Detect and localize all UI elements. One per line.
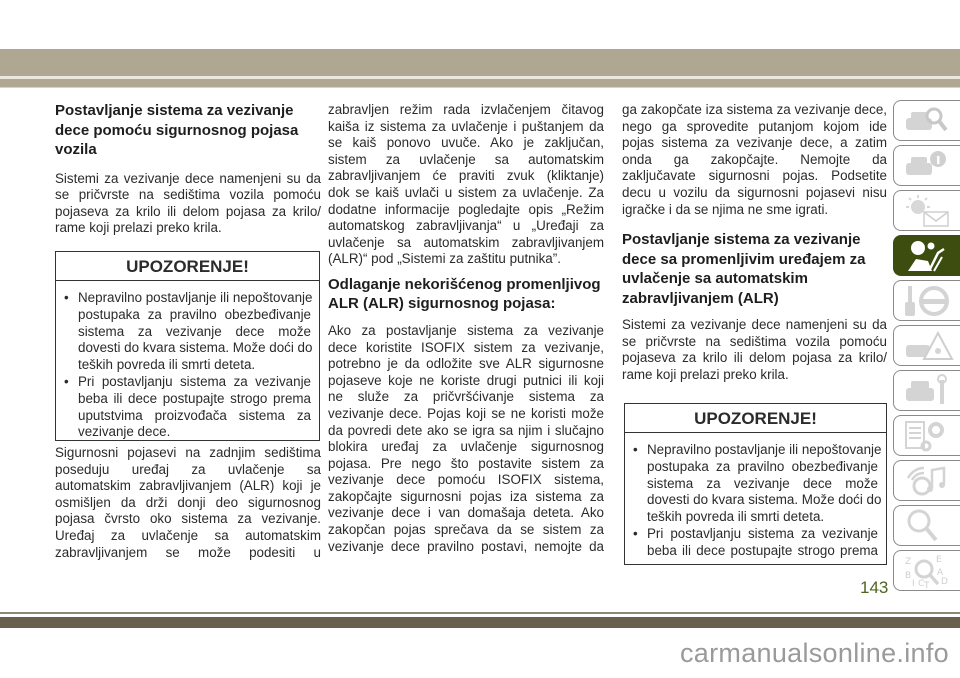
text-line: rame koji prelazi preko krila. bbox=[55, 220, 222, 236]
text-line: zaključavate sigurnosni pojas. Podsetite bbox=[622, 168, 887, 184]
warning-light-message-icon bbox=[904, 194, 954, 228]
search-icon bbox=[904, 509, 954, 543]
text-line: se pričvrste na sedištima vozila pomoću bbox=[55, 187, 321, 203]
warning-item bbox=[633, 526, 878, 560]
text-line: Sistemi za vezivanje dece namenjeni su da bbox=[622, 317, 887, 333]
text-line: Postavljanje sistema za vezivanje bbox=[622, 231, 861, 249]
tab-maintenance[interactable] bbox=[893, 370, 960, 411]
svg-text:E: E bbox=[936, 555, 942, 565]
text-line: vozila bbox=[55, 141, 97, 158]
paragraph bbox=[55, 445, 321, 561]
text-line: nego ga sprovedite putanjom kojom ide bbox=[622, 118, 887, 134]
text-line: ne služe za pričvršćivanje sistema za bbox=[328, 389, 604, 405]
text-line: zakopčajte sigurnosni pojas iza sistema za bbox=[328, 488, 604, 504]
text-line: igračke i da se njima ne sme igrati. bbox=[622, 201, 829, 217]
text-line: sistema za vezivanje dece može bbox=[78, 323, 311, 339]
text-line: da povredi dete ako se igra sa njim i slučajno bbox=[328, 422, 604, 438]
text-line: zabravljivanjem se može podesiti u bbox=[55, 544, 321, 560]
text-line: pojas sistema za vezivanje dece, a zatim bbox=[622, 135, 887, 151]
bullet-icon: • bbox=[633, 525, 638, 541]
text-line: Nepravilno postavljanje ili nepoštovanje bbox=[647, 442, 882, 457]
text-line: blokira uređaj za uvlačenje sigurnosnog bbox=[328, 439, 604, 455]
tab-specifications[interactable] bbox=[893, 415, 960, 456]
svg-text:C: C bbox=[918, 579, 925, 588]
car-hazard-icon bbox=[904, 329, 954, 363]
index-icon bbox=[904, 554, 954, 588]
svg-text:D: D bbox=[941, 577, 948, 587]
warning-box bbox=[624, 403, 887, 565]
text-line: zabravljen režim rada izvlačenjem čitavog bbox=[328, 102, 604, 117]
text-line: teških povreda ili smrti deteta. bbox=[647, 509, 825, 525]
tab-emergency[interactable] bbox=[893, 325, 960, 366]
warning-list bbox=[56, 281, 319, 447]
footer-band bbox=[0, 617, 960, 628]
text-line: Pri postavljanju sistema za vezivanje bbox=[78, 373, 311, 389]
text-line: potrebno je da odložite sve ALR sigurnosne bbox=[328, 356, 604, 372]
text-line: dece koristite ISOFIX sistem za vezivanje, bbox=[328, 339, 604, 355]
text-line: zabravljivanjem (ALR) bbox=[622, 289, 779, 307]
text-line: onda ga zakopčajte. Nemojte da bbox=[622, 151, 887, 167]
text-line: postupaka za pravilno obezbeđivanje bbox=[78, 306, 311, 322]
text-line: postupaka za pravilno obezbeđivanje bbox=[647, 458, 878, 474]
text-line: Ako za postavljanje sistema za vezivanje bbox=[328, 322, 604, 338]
svg-text:B: B bbox=[905, 571, 912, 581]
text-line: sistema za vezivanje dece može bbox=[647, 475, 878, 491]
text-line: pojaseva za krilo ili delom pojasa za krilo/ bbox=[622, 350, 887, 366]
paragraph bbox=[55, 171, 321, 237]
section-heading bbox=[328, 275, 604, 314]
svg-text:T: T bbox=[924, 581, 930, 588]
column-1 bbox=[55, 101, 321, 237]
warning-title: UPOZORENJE! bbox=[56, 254, 319, 281]
text-line: dovesti do kvara sistema. Može doći do bbox=[78, 340, 313, 356]
warning-item bbox=[633, 442, 882, 526]
paragraph bbox=[328, 323, 604, 555]
text-line: osmišljen da drži donji deo sigurnosnog bbox=[55, 494, 321, 510]
column-1-lower bbox=[55, 445, 321, 561]
text-line: teških povreda ili smrti deteta. bbox=[78, 357, 256, 373]
text-line: Postavljanje sistema za vezivanje bbox=[55, 102, 294, 119]
page-number: 143 bbox=[860, 578, 889, 597]
warning-item bbox=[64, 374, 311, 441]
car-info-icon bbox=[904, 149, 954, 183]
text-line: vezivanje dece. Pojas koji se ne koristi može bbox=[328, 405, 604, 421]
text-line: beba ili dece postupajte strogo prema bbox=[78, 390, 311, 406]
text-line: rame koji prelazi preko krila. bbox=[622, 366, 789, 382]
text-line: vezivanje dece pomoću ISOFIX sistema, bbox=[328, 472, 604, 488]
text-line: dodatne informacije pogledajte opis „Režim bbox=[328, 201, 604, 217]
text-line: zakopčan pojas sprečava da se sistem za bbox=[328, 522, 604, 538]
tab-search[interactable] bbox=[893, 505, 960, 546]
text-line: Uređaj za uvlačenje sa automatskim bbox=[55, 527, 321, 543]
warning-box bbox=[55, 251, 320, 441]
bullet-icon: • bbox=[64, 290, 69, 305]
section-heading bbox=[622, 230, 887, 308]
header-band bbox=[0, 49, 960, 76]
header-band-lower bbox=[0, 79, 960, 87]
tab-warning-lights[interactable] bbox=[893, 190, 960, 231]
tab-starting-operating[interactable] bbox=[893, 280, 960, 321]
text-line: pojaseva za krilo ili delom pojasa za krilo/ bbox=[55, 203, 321, 219]
specs-gear-icon bbox=[904, 419, 954, 453]
tab-safety[interactable] bbox=[893, 235, 960, 276]
header-band-line bbox=[0, 87, 960, 88]
column-3 bbox=[622, 102, 887, 384]
text-line: Nepravilno postavljanje ili nepoštovanje bbox=[78, 290, 313, 305]
svg-text:I: I bbox=[912, 579, 915, 588]
text-line: dok se kaiš uvlači u sistem za uvlačenje. Za bbox=[328, 184, 604, 200]
text-line: sistem za uvlačenje sa automatskim bbox=[328, 151, 604, 167]
text-line: uputstvima proizvođača sistema za bbox=[78, 407, 311, 423]
tab-index[interactable] bbox=[893, 550, 960, 591]
car-wrench-icon bbox=[904, 374, 954, 408]
text-line: (ALR)“ pod „Sistemi za zaštitu putnika”. bbox=[328, 251, 561, 267]
text-line: automatskog zabravljivanja“ u „Uređaji za bbox=[328, 218, 604, 234]
text-line: ALR (ALR) sigurnosnog pojasa: bbox=[328, 295, 556, 313]
text-line: Sistemi za vezivanje dece namenjeni su da bbox=[55, 170, 321, 186]
tab-multimedia[interactable] bbox=[893, 460, 960, 501]
bullet-icon: • bbox=[633, 442, 638, 457]
text-line: kaiša iz sistema za uvlačenje i puštanjem da bbox=[328, 118, 604, 134]
text-line: vezivanje dece i van domašaja deteta. Ako bbox=[328, 505, 604, 521]
column-2 bbox=[328, 102, 604, 555]
tab-car-info[interactable] bbox=[893, 145, 960, 186]
warning-list bbox=[625, 433, 886, 566]
bullet-icon: • bbox=[64, 373, 69, 389]
section-heading bbox=[55, 101, 321, 160]
text-line: vezivanje dece. bbox=[78, 424, 171, 440]
car-search-icon bbox=[904, 104, 954, 138]
text-line: pojasa čvrsto oko sistema za vezivanje. bbox=[55, 511, 321, 527]
text-line: Odlaganje nekorišćenog promenljivog bbox=[328, 275, 601, 293]
text-line: uvlačenje sa automatskim zabravljivanjem bbox=[328, 234, 604, 250]
warning-title: UPOZORENJE! bbox=[625, 406, 886, 433]
text-line: dovesti do kvara sistema. Može doći do bbox=[647, 492, 882, 508]
multimedia-icon bbox=[904, 464, 954, 498]
svg-text:A: A bbox=[937, 568, 944, 578]
watermark: carmanualsonline.info bbox=[680, 638, 949, 668]
paragraph bbox=[622, 317, 887, 383]
text-line: beba ili dece postupajte strogo prema bbox=[647, 542, 878, 558]
text-line: Sigurnosni pojasevi na zadnjim sedištima bbox=[55, 445, 321, 460]
text-line: zabravljivanjem će praviti zvuk (kliktanje) bbox=[328, 168, 604, 184]
key-steering-wheel-icon bbox=[904, 284, 954, 318]
svg-text:Z: Z bbox=[905, 557, 912, 567]
text-line: Pri postavljanju sistema za vezivanje bbox=[647, 525, 878, 541]
tab-car-search[interactable] bbox=[893, 100, 960, 141]
text-line: vezivanje dece pravilno postavi, nemojte da bbox=[328, 538, 604, 554]
warning-item bbox=[64, 290, 311, 374]
text-line: pojaseve koje ne koriste drugi putnici ili koji bbox=[328, 372, 604, 388]
text-line: se kaiš ponovo uvuče. Ako je zaključan, bbox=[328, 135, 604, 151]
text-line: decu u vozilu da sigurnosni pojasevi nisu bbox=[622, 184, 887, 200]
airbag-seatbelt-icon bbox=[904, 239, 954, 273]
text-line: dece pomoću sigurnosnog pojasa bbox=[55, 121, 299, 139]
paragraph bbox=[622, 102, 887, 218]
text-line: pojasa. Pre nego što postavite sistem za bbox=[328, 455, 604, 471]
text-line: se pričvrste na sedištima vozila pomoću bbox=[622, 333, 887, 349]
paragraph bbox=[328, 102, 604, 268]
text-line: ga zakopčate iza sistema za vezivanje dece, bbox=[622, 102, 887, 117]
text-line: poseduju uređaj za uvlačenje sa bbox=[55, 461, 321, 477]
text-line: automatskim zabravljivanjem (ALR) koji je bbox=[55, 478, 321, 494]
text-line: dece sa promenljivim uređajem za bbox=[622, 250, 866, 268]
text-line: uvlačenje sa automatskim bbox=[622, 270, 808, 288]
footer-band-line bbox=[0, 612, 960, 614]
